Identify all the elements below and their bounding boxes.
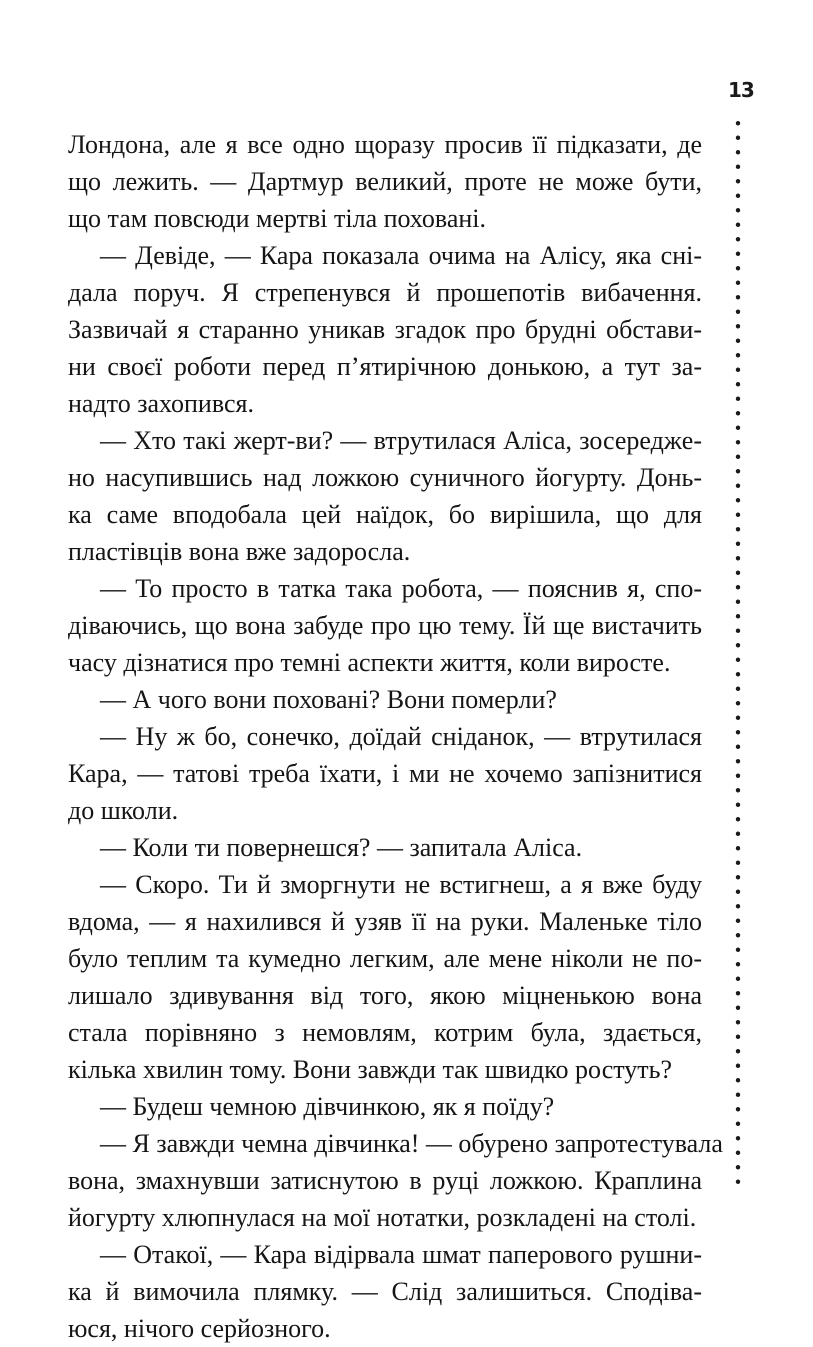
text-line: часу дізнатися про темні аспекти життя, коли виросте. (68, 648, 671, 677)
text-line: Лондона, але я все одно щоразу просив її підказати, де (68, 130, 702, 159)
text-line: надто захопився. (68, 389, 254, 418)
text-line: що там повсюди мертві тіла поховані. (68, 204, 487, 233)
text-line: — Скоро. Ти й зморгнути не встигнеш, а я вже буду (100, 870, 702, 899)
page-number: 13 (728, 78, 754, 102)
text-line: ка й вимочила плямку. — Слід залишиться. Сподіва- (68, 1277, 702, 1306)
text-line: діваючись, що вона забуде про цю тему. Їй ще вистачить (68, 611, 702, 640)
text-line: стала порівняно з немовлям, котрим була, здається, (68, 1018, 702, 1047)
text-line: ка саме вподобала цей наїдок, бо вирішила, що для (68, 500, 702, 529)
text-line: ни своєї роботи перед п’ятирічною донькою, а тут за- (68, 352, 702, 381)
text-line: — То просто в татка така робота, — пояснив я, спо- (100, 574, 702, 603)
text-line: йогурту хлюпнулася на мої нотатки, розкладені на столі. (68, 1203, 697, 1232)
text-line: Кара, — татові треба їхати, і ми не хочемо запізнитися (68, 759, 702, 788)
text-line: що лежить. — Дартмур великий, проте не може бути, (68, 167, 702, 196)
text-line: до школи. (68, 796, 179, 825)
text-line: пластівців вона вже задоросла. (68, 537, 411, 566)
text-line: но насупившись над ложкою суничного йогурту. Донь- (68, 463, 702, 492)
text-line: вона, змахнувши затиснутою в руці ложкою. Краплина (68, 1166, 702, 1195)
text-line: — А чого вони поховані? Вони померли? (100, 685, 557, 714)
text-line: юся, нічого серйозного. (68, 1314, 331, 1343)
text-line: кілька хвилин тому. Вони завжди так швидко ростуть? (68, 1055, 673, 1084)
text-line: вдома, — я нахилився й узяв її на руки. Маленьке тіло (68, 907, 702, 936)
dotted-margin-rule (735, 116, 741, 1192)
text-line: — Ну ж бо, сонечко, доїдай сніданок, — втрутилася (100, 722, 702, 751)
text-line: Зазвичай я старанно уникав згадок про брудні обстави- (68, 315, 702, 344)
text-line: — Я завжди чемна дівчинка! — обурено запротестувала (100, 1129, 723, 1158)
text-line: — Девіде, — Кара показала очима на Алісу, яка сні- (100, 241, 702, 270)
text-line: дала поруч. Я стрепенувся й прошепотів вибачення. (68, 278, 702, 307)
text-line: було теплим та кумедно легким, але мене ніколи не по- (68, 944, 702, 973)
text-line: — Коли ти повернешся? — запитала Аліса. (100, 833, 583, 862)
text-line: — Отакої, — Кара відірвала шмат паперового рушни- (100, 1240, 702, 1269)
body-text (68, 126, 723, 1347)
text-line: лишало здивування від того, якою міцненькою вона (68, 981, 702, 1010)
text-line: — Хто такі жерт-ви? — втрутилася Аліса, зосереджe- (100, 426, 702, 455)
text-line: — Будеш чемною дівчинкою, як я поїду? (100, 1092, 555, 1121)
